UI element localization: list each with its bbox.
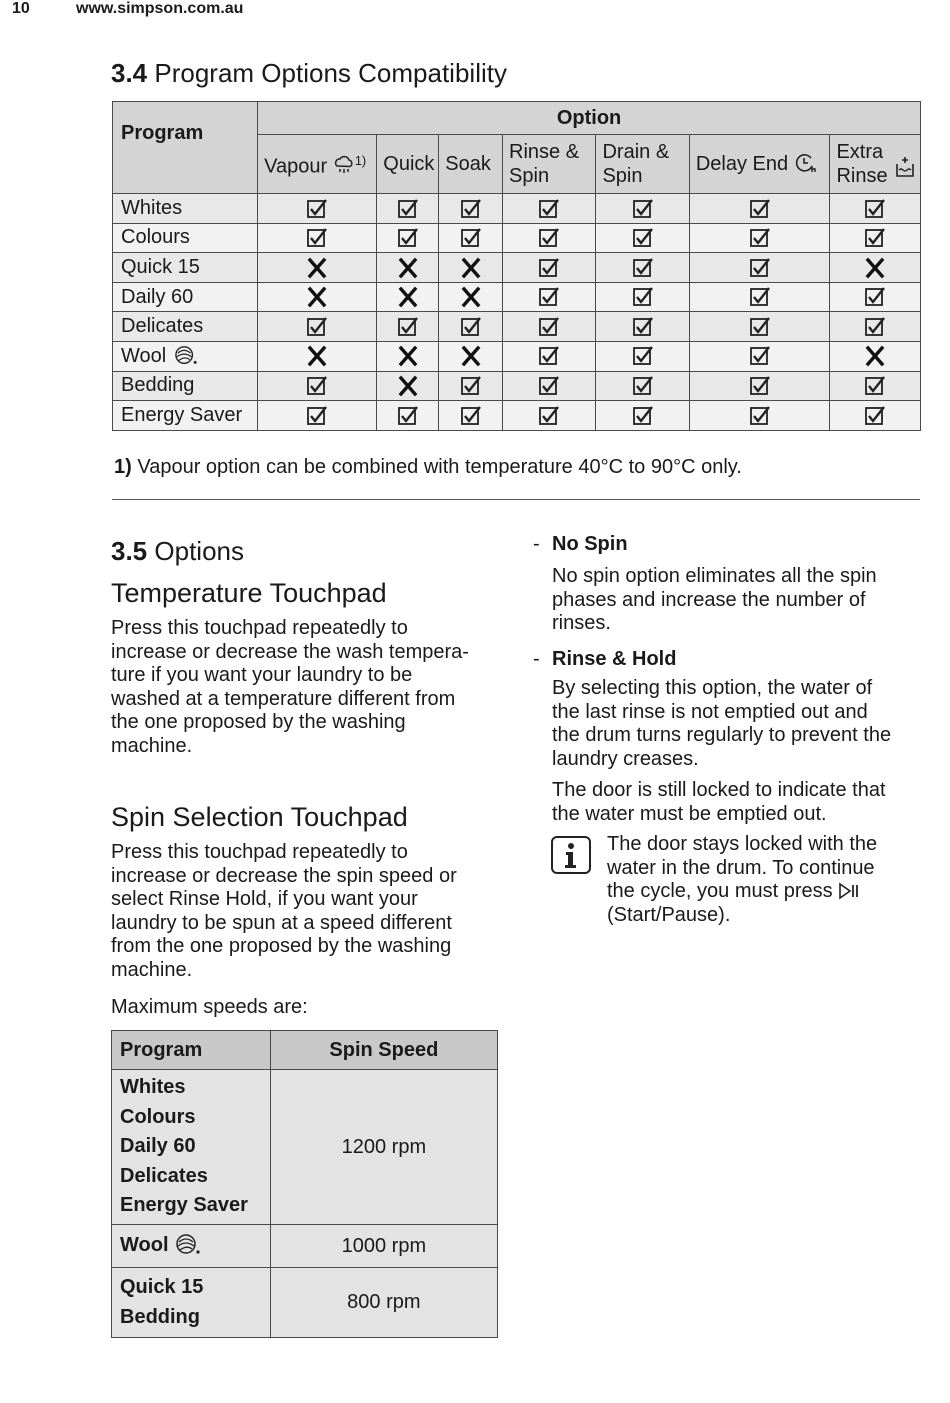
compat-cell xyxy=(503,253,596,283)
check-icon xyxy=(538,375,560,397)
column-header-extra-rinse: Extra Rinse xyxy=(830,135,921,194)
program-name: Colours xyxy=(113,223,258,253)
cross-icon xyxy=(397,375,419,397)
compatibility-table-body xyxy=(113,194,921,431)
compat-cell xyxy=(439,253,503,283)
compat-cell xyxy=(258,341,377,371)
column-header-rinse-spin: Rinse & Spin xyxy=(503,135,596,194)
compat-cell xyxy=(596,312,689,342)
compat-cell xyxy=(689,371,830,401)
check-icon xyxy=(749,286,771,308)
compat-cell xyxy=(439,371,503,401)
compat-cell xyxy=(830,312,921,342)
program-list: Quick 15 Bedding xyxy=(112,1268,271,1338)
compat-cell xyxy=(830,371,921,401)
compat-cell xyxy=(377,371,439,401)
check-icon xyxy=(864,286,886,308)
check-icon xyxy=(864,198,886,220)
check-icon xyxy=(632,405,654,427)
compat-cell xyxy=(830,194,921,224)
delay-end-icon xyxy=(794,152,816,174)
wool-icon xyxy=(174,1232,202,1256)
section-title-3-4 xyxy=(111,58,507,89)
compat-cell xyxy=(439,282,503,312)
compat-cell xyxy=(596,194,689,224)
rinse-hold-description: By selecting this option, the water of the last rinse is not emptied out and the drum turns regularly to prevent the laundry creases. xyxy=(552,677,892,770)
table-row xyxy=(113,371,921,401)
spin-touchpad-title: Spin Selection Touchpad xyxy=(111,802,408,832)
section-number: 3.4 xyxy=(111,58,148,88)
footnote xyxy=(114,456,742,479)
column-header-drain-spin: Drain & Spin xyxy=(596,135,689,194)
check-icon xyxy=(460,375,482,397)
compat-cell xyxy=(689,312,830,342)
compat-cell xyxy=(377,401,439,431)
program-name: Energy Saver xyxy=(113,401,258,431)
compat-cell xyxy=(689,401,830,431)
spin-speed-table xyxy=(111,1030,498,1338)
check-icon xyxy=(632,316,654,338)
rinse-hold-door-note: The door is still locked to indicate that the water must be emptied out. xyxy=(552,779,886,825)
check-icon xyxy=(538,198,560,220)
check-icon xyxy=(538,286,560,308)
compat-cell xyxy=(377,223,439,253)
program-name: Whites xyxy=(113,194,258,224)
cross-icon xyxy=(306,345,328,367)
check-icon xyxy=(460,198,482,220)
check-icon xyxy=(306,227,328,249)
section-number: 3.5 xyxy=(111,536,148,566)
check-icon xyxy=(749,405,771,427)
program-list: Whites Colours Daily 60 Delicates Energy Saver xyxy=(112,1070,271,1225)
cross-icon xyxy=(864,345,886,367)
compat-cell xyxy=(689,282,830,312)
compat-cell xyxy=(596,341,689,371)
compat-cell xyxy=(596,401,689,431)
column-header-soak: Soak xyxy=(439,135,503,194)
compatibility-table xyxy=(112,101,921,431)
column-header-vapour: Vapour $^{1)}$ xyxy=(258,135,377,194)
table-row xyxy=(113,253,921,283)
check-icon xyxy=(306,405,328,427)
check-icon xyxy=(632,227,654,249)
cross-icon xyxy=(864,257,886,279)
check-icon xyxy=(538,405,560,427)
wool-icon xyxy=(172,344,200,366)
program-name: Bedding xyxy=(113,371,258,401)
cross-icon xyxy=(460,345,482,367)
temperature-description: Press this touchpad repeatedly to increase or decrease the wash tempera- ture if you want your laundry to be washed at a temperature different from the one proposed by the washing machine. xyxy=(111,617,469,757)
spin-description: Press this touchpad repeatedly to increase or decrease the spin speed or select Rinse Hold, if you want your laundry to be spun at a speed different from the one proposed by the washing machine. xyxy=(111,841,457,981)
compat-cell xyxy=(596,371,689,401)
compat-cell xyxy=(439,194,503,224)
compat-cell xyxy=(503,371,596,401)
compat-cell xyxy=(503,341,596,371)
compat-cell xyxy=(596,223,689,253)
check-icon xyxy=(632,257,654,279)
check-icon xyxy=(306,198,328,220)
compat-cell xyxy=(689,194,830,224)
compat-cell xyxy=(689,341,830,371)
extra-rinse-icon xyxy=(894,155,916,179)
program-name: Quick 15 xyxy=(113,253,258,283)
program-list: Wool xyxy=(112,1225,271,1268)
max-speeds-label: Maximum speeds are: xyxy=(111,996,308,1018)
check-icon xyxy=(397,198,419,220)
program-name: Daily 60 xyxy=(113,282,258,312)
check-icon xyxy=(864,316,886,338)
compat-cell xyxy=(830,401,921,431)
program-name: Delicates xyxy=(113,312,258,342)
compat-cell xyxy=(503,282,596,312)
cross-icon xyxy=(397,345,419,367)
check-icon xyxy=(749,257,771,279)
check-icon xyxy=(538,257,560,279)
table-row xyxy=(113,282,921,312)
compat-cell xyxy=(503,223,596,253)
rinse-hold-title: Rinse & Hold xyxy=(552,648,677,670)
check-icon xyxy=(749,227,771,249)
compat-cell xyxy=(439,223,503,253)
compat-cell xyxy=(830,341,921,371)
table-row xyxy=(112,1225,498,1268)
spin-speed-value: 1000 rpm xyxy=(270,1225,497,1268)
check-icon xyxy=(749,198,771,220)
info-note-text: The door stays locked with the water in the drum. To continue the cycle, you must press (Start/Pause). xyxy=(607,833,878,926)
compat-cell xyxy=(503,194,596,224)
list-dash: - xyxy=(533,533,540,555)
check-icon xyxy=(538,345,560,367)
section-title-3-5 xyxy=(111,536,244,567)
speed-table-speed-header: Spin Speed xyxy=(270,1031,497,1070)
check-icon xyxy=(306,375,328,397)
compat-cell xyxy=(596,253,689,283)
check-icon xyxy=(864,227,886,249)
compat-cell xyxy=(258,312,377,342)
table-row xyxy=(112,1070,498,1225)
program-column-header: Program xyxy=(113,102,258,194)
spin-speed-value: 800 rpm xyxy=(270,1268,497,1338)
compat-cell xyxy=(830,253,921,283)
compat-cell xyxy=(258,401,377,431)
section-title-text: Options xyxy=(154,536,244,566)
check-icon xyxy=(749,316,771,338)
section-title-text: Program Options Compatibility xyxy=(154,58,507,88)
compat-cell xyxy=(258,282,377,312)
compat-cell xyxy=(439,401,503,431)
list-dash: - xyxy=(533,648,540,670)
start-pause-icon xyxy=(838,882,860,900)
vapour-icon xyxy=(333,154,355,176)
compat-cell xyxy=(689,223,830,253)
compat-cell xyxy=(377,253,439,283)
no-spin-description: No spin option eliminates all the spin phases and increase the number of rinses. xyxy=(552,565,877,635)
spin-speed-value: 1200 rpm xyxy=(270,1070,497,1225)
check-icon xyxy=(632,198,654,220)
compat-cell xyxy=(689,253,830,283)
compat-cell xyxy=(377,194,439,224)
compat-cell xyxy=(439,341,503,371)
check-icon xyxy=(632,286,654,308)
check-icon xyxy=(460,405,482,427)
check-icon xyxy=(538,227,560,249)
temperature-touchpad-title: Temperature Touchpad xyxy=(111,578,387,608)
check-icon xyxy=(632,345,654,367)
speed-table-program-header: Program xyxy=(112,1031,271,1070)
column-header-delay-end: Delay End xyxy=(689,135,830,194)
compat-cell xyxy=(377,312,439,342)
table-row xyxy=(113,223,921,253)
compat-cell xyxy=(503,401,596,431)
table-row xyxy=(112,1268,498,1338)
compat-cell xyxy=(830,282,921,312)
check-icon xyxy=(632,375,654,397)
info-icon xyxy=(551,836,591,874)
section-divider xyxy=(112,499,920,500)
footnote-text: Vapour option can be combined with temperature 40°C to 90°C only. xyxy=(137,456,742,478)
cross-icon xyxy=(306,257,328,279)
check-icon xyxy=(538,316,560,338)
table-row xyxy=(113,401,921,431)
cross-icon xyxy=(397,257,419,279)
compat-cell xyxy=(258,253,377,283)
cross-icon xyxy=(397,286,419,308)
check-icon xyxy=(864,405,886,427)
compat-cell xyxy=(377,282,439,312)
no-spin-title: No Spin xyxy=(552,533,628,555)
site-url[interactable]: www.simpson.com.au xyxy=(76,0,244,17)
compat-cell xyxy=(258,194,377,224)
cross-icon xyxy=(460,286,482,308)
cross-icon xyxy=(306,286,328,308)
check-icon xyxy=(397,316,419,338)
compat-cell xyxy=(596,282,689,312)
check-icon xyxy=(864,375,886,397)
check-icon xyxy=(397,227,419,249)
compat-cell xyxy=(830,223,921,253)
table-row xyxy=(113,312,921,342)
compat-cell xyxy=(439,312,503,342)
check-icon xyxy=(460,316,482,338)
footnote-marker: 1) xyxy=(114,456,132,478)
option-header: Option xyxy=(258,102,921,135)
check-icon xyxy=(749,345,771,367)
cross-icon xyxy=(460,257,482,279)
table-row xyxy=(113,341,921,371)
compat-cell xyxy=(503,312,596,342)
program-name: Wool xyxy=(113,341,258,371)
compat-cell xyxy=(258,223,377,253)
column-header-quick: Quick xyxy=(377,135,439,194)
table-row xyxy=(113,194,921,224)
check-icon xyxy=(749,375,771,397)
check-icon xyxy=(397,405,419,427)
compat-cell xyxy=(377,341,439,371)
check-icon xyxy=(460,227,482,249)
compat-cell xyxy=(258,371,377,401)
page-number: 10 xyxy=(12,0,30,17)
check-icon xyxy=(306,316,328,338)
